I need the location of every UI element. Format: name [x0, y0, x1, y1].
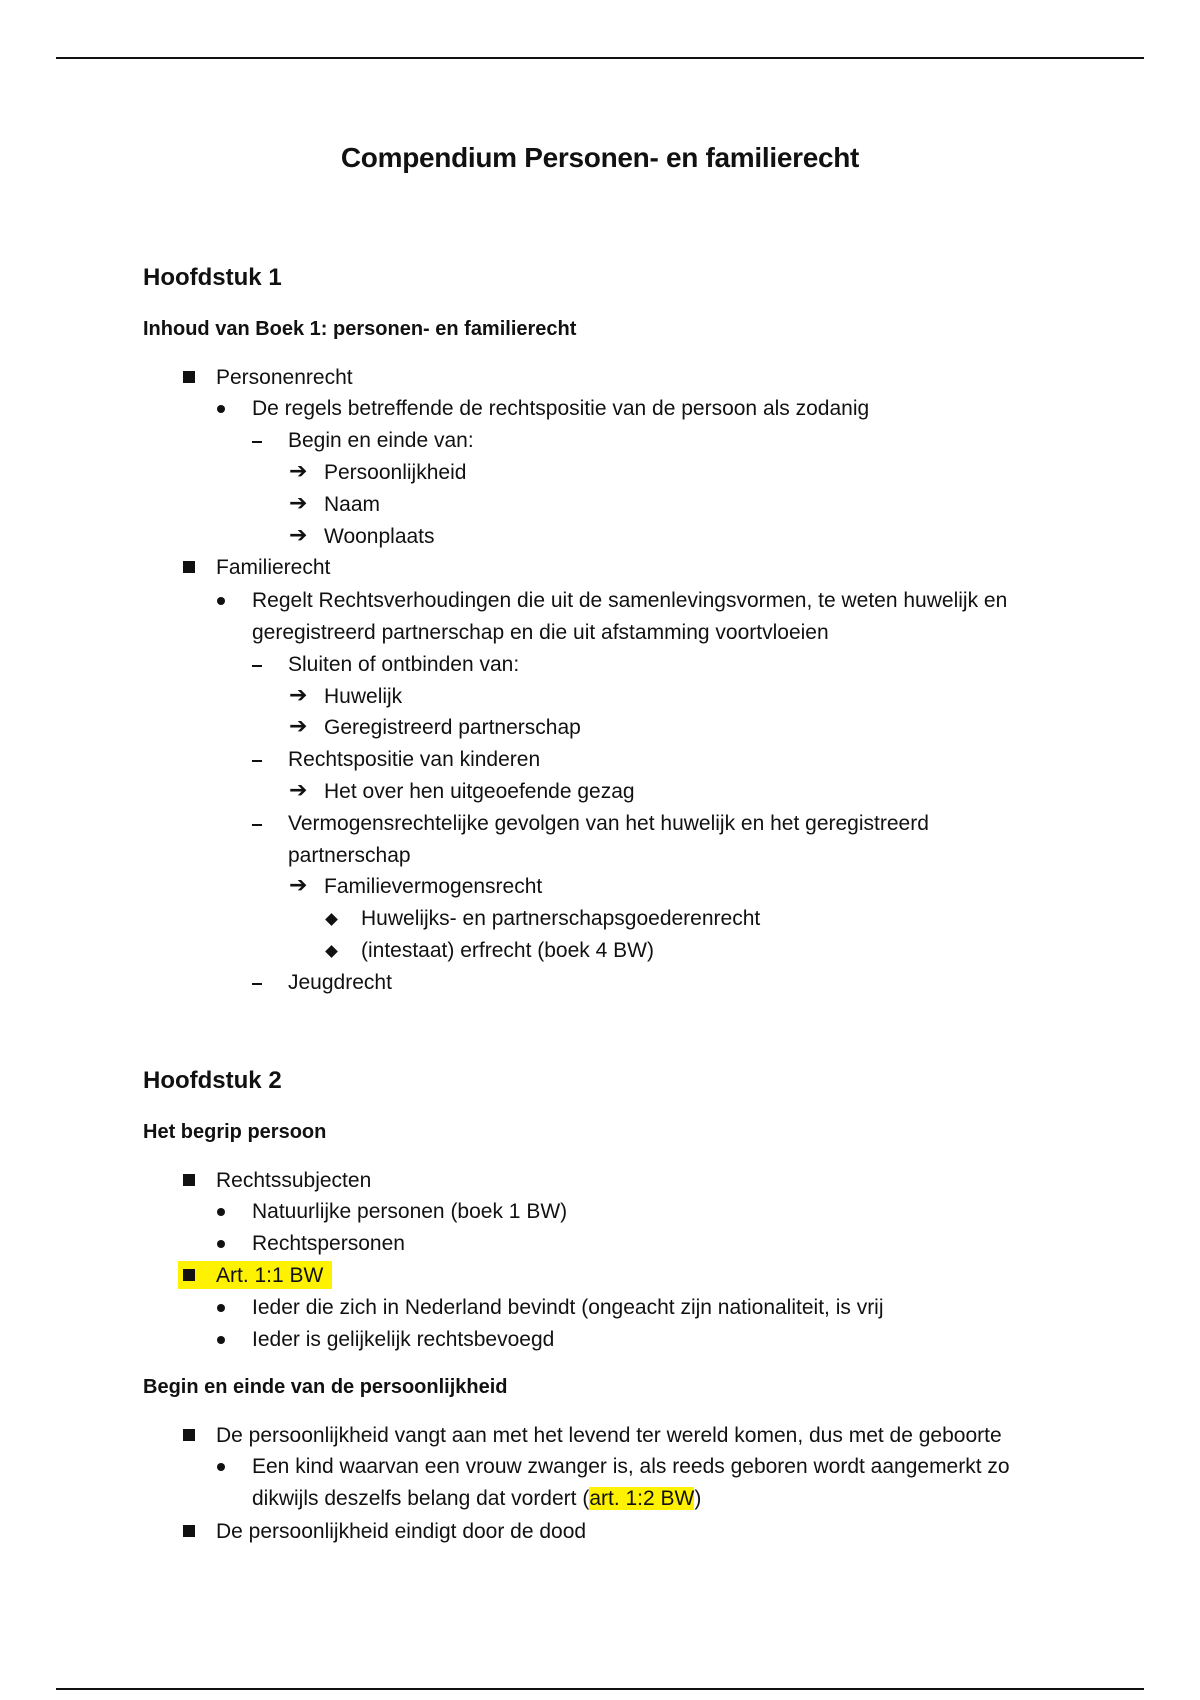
square-bullet-icon	[183, 1525, 195, 1537]
list-item-einde-persoonlijkheid: De persoonlijkheid eindigt door de dood	[216, 1520, 587, 1543]
list-item-goederenrecht: Huwelijks- en partnerschapsgoederenrecht	[361, 907, 761, 930]
chapter-1-subheading: Inhoud van Boek 1: personen- en familierecht	[143, 318, 577, 340]
list-item-gezag: Het over hen uitgeoefende gezag	[324, 780, 635, 803]
list-item-kind-1: Een kind waarvan een vrouw zwanger is, als reeds geboren wordt aangemerkt zo	[252, 1455, 1010, 1478]
list-item-huwelijk: Huwelijk	[324, 685, 403, 708]
list-item-ieder-gelijk: Ieder is gelijkelijk rechtsbevoegd	[252, 1328, 555, 1351]
chapter-2-subheading: Het begrip persoon	[143, 1121, 327, 1143]
list-item-ieder-nederland: Ieder die zich in Nederland bevindt (ongeacht zijn nationaliteit, is vrij	[252, 1296, 884, 1319]
list-item-jeugdrecht: Jeugdrecht	[288, 971, 392, 994]
square-bullet-icon	[183, 561, 195, 573]
round-bullet-icon	[217, 1208, 225, 1216]
arrow-bullet-icon: ➔	[289, 459, 308, 484]
chapter-1-heading: Hoofdstuk 1	[143, 264, 282, 291]
round-bullet-icon	[217, 1463, 225, 1471]
dash-bullet-icon	[252, 983, 262, 985]
list-item-naam: Naam	[324, 493, 381, 516]
round-bullet-icon	[217, 405, 225, 413]
list-item-vermogens-1: Vermogensrechtelijke gevolgen van het huwelijk en het geregistreerd	[288, 812, 929, 835]
document-title: Compendium Personen- en familierecht	[340, 142, 860, 173]
dash-bullet-icon	[252, 441, 262, 443]
chapter-2-heading: Hoofdstuk 2	[143, 1067, 282, 1094]
list-item-rechtspositie-kinderen: Rechtspositie van kinderen	[288, 748, 541, 771]
list-item-woonplaats: Woonplaats	[324, 525, 435, 548]
dash-bullet-icon	[252, 665, 262, 667]
round-bullet-icon	[217, 1304, 225, 1312]
list-item-natuurlijke: Natuurlijke personen (boek 1 BW)	[252, 1200, 568, 1223]
kind-2-text: dikwijls deszelfs belang dat vordert (	[252, 1487, 590, 1510]
bottom-rule	[56, 1688, 1144, 1690]
list-item-familierecht: Familierecht	[216, 556, 331, 579]
square-bullet-icon	[183, 1269, 195, 1281]
list-item-familie-desc-1: Regelt Rechtsverhoudingen die uit de samenlevingsvormen, te weten huwelijk en	[252, 589, 1008, 612]
list-item-begin-einde: Begin en einde van:	[288, 429, 474, 452]
list-item-begin-persoonlijkheid: De persoonlijkheid vangt aan met het levend ter wereld komen, dus met de geboorte	[216, 1424, 1002, 1447]
dash-bullet-icon	[252, 824, 262, 826]
round-bullet-icon	[217, 1240, 225, 1248]
list-item-kind-2	[252, 1488, 701, 1509]
arrow-bullet-icon: ➔	[289, 714, 308, 739]
arrow-bullet-icon: ➔	[289, 873, 308, 898]
list-item-erfrecht: (intestaat) erfrecht (boek 4 BW)	[361, 939, 654, 962]
list-item-personen-desc: De regels betreffende de rechtspositie van de persoon als zodanig	[252, 397, 870, 420]
list-item-vermogens-2: partnerschap	[288, 844, 411, 867]
diamond-bullet-icon	[325, 913, 338, 926]
list-item-sluiten: Sluiten of ontbinden van:	[288, 653, 520, 676]
square-bullet-icon	[183, 1174, 195, 1186]
list-item-familie-desc-2: geregistreerd partnerschap en die uit afstamming voortvloeien	[252, 621, 829, 644]
arrow-bullet-icon: ➔	[289, 491, 308, 516]
list-item-familievermogensrecht: Familievermogensrecht	[324, 875, 543, 898]
top-rule	[56, 57, 1144, 59]
list-item-persoonlijkheid: Persoonlijkheid	[324, 461, 467, 484]
highlight-art-1-2: art. 1:2 BW	[589, 1487, 695, 1510]
list-item-partnerschap: Geregistreerd partnerschap	[324, 716, 581, 739]
diamond-bullet-icon	[325, 945, 338, 958]
square-bullet-icon	[183, 1429, 195, 1441]
arrow-bullet-icon: ➔	[289, 683, 308, 708]
square-bullet-icon	[183, 371, 195, 383]
list-item-art-1-1: Art. 1:1 BW	[216, 1264, 324, 1287]
arrow-bullet-icon: ➔	[289, 778, 308, 803]
list-item-personenrecht: Personenrecht	[216, 366, 353, 389]
chapter-2-subheading-2: Begin en einde van de persoonlijkheid	[143, 1376, 508, 1398]
list-item-rechtspersonen: Rechtspersonen	[252, 1232, 405, 1255]
dash-bullet-icon	[252, 760, 262, 762]
list-item-rechtssubjecten: Rechtssubjecten	[216, 1169, 372, 1192]
arrow-bullet-icon: ➔	[289, 523, 308, 548]
kind-2-close: )	[694, 1487, 702, 1510]
round-bullet-icon	[217, 1336, 225, 1344]
round-bullet-icon	[217, 597, 225, 605]
